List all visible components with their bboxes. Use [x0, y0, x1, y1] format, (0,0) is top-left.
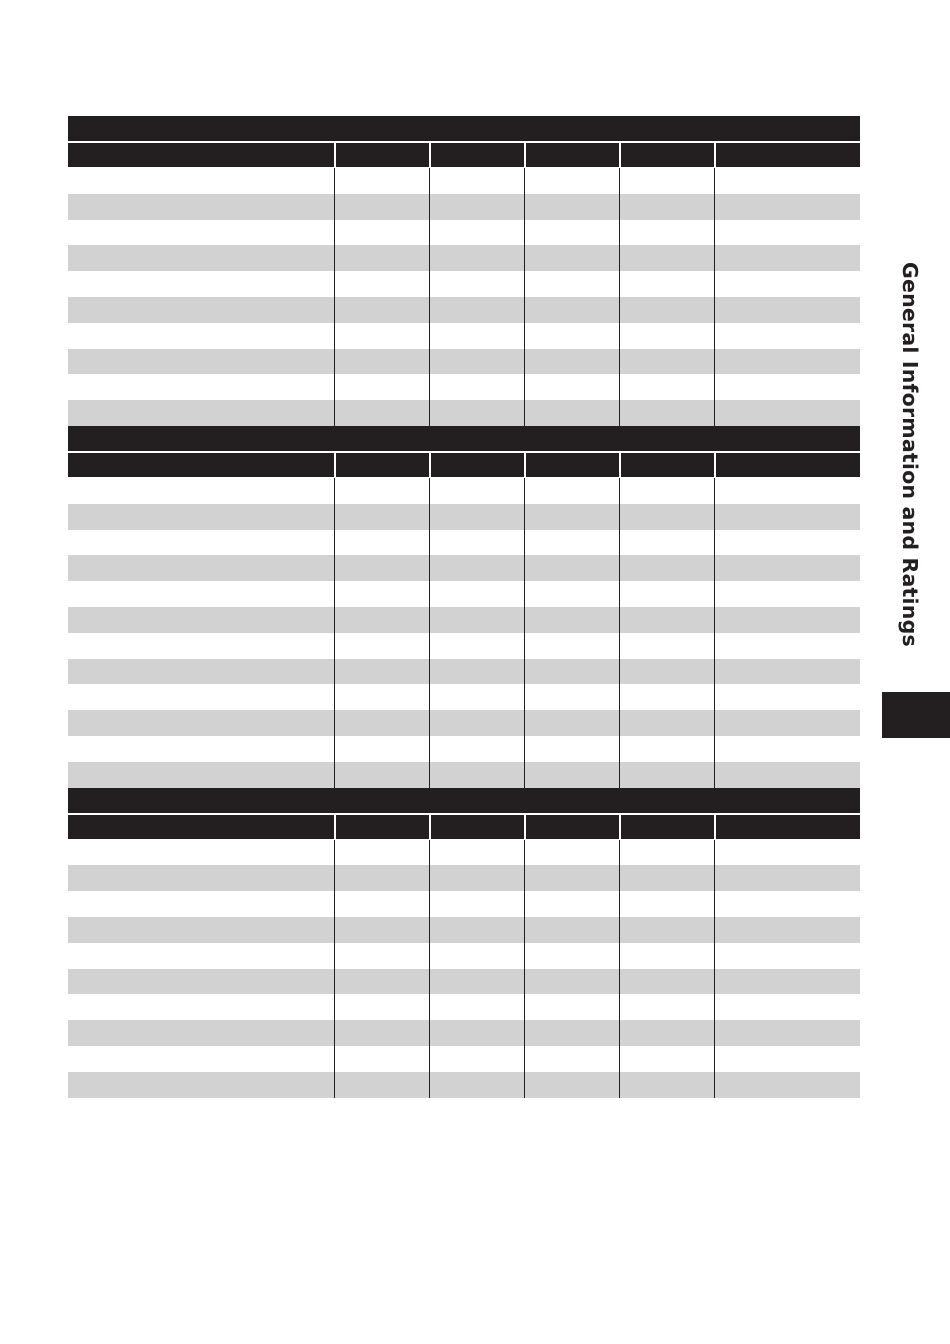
header-cell — [68, 143, 334, 167]
table-row — [68, 194, 860, 220]
table-row — [68, 633, 860, 659]
header-cell — [429, 815, 524, 839]
header-cell — [68, 815, 334, 839]
section-side-title: General Information and Ratings — [898, 262, 922, 647]
header-cell — [524, 453, 619, 477]
table-row — [68, 374, 860, 400]
table-row — [68, 400, 860, 426]
header-cell — [619, 815, 714, 839]
table-row — [68, 297, 860, 323]
table-row — [68, 994, 860, 1020]
header-cell — [429, 143, 524, 167]
table-1 — [68, 143, 860, 426]
header-cell — [524, 143, 619, 167]
table-row — [68, 555, 860, 581]
header-cell — [714, 143, 860, 167]
table-row — [68, 530, 860, 556]
table-row — [68, 607, 860, 633]
table-row — [68, 1072, 860, 1098]
table-header-row — [68, 143, 860, 167]
header-cell — [619, 143, 714, 167]
table-row — [68, 891, 860, 917]
header-cell — [334, 815, 429, 839]
table-row — [68, 840, 860, 866]
header-cell — [334, 453, 429, 477]
table-row — [68, 865, 860, 891]
table-row — [68, 710, 860, 736]
table-row — [68, 1020, 860, 1046]
table-row — [68, 581, 860, 607]
table-row — [68, 478, 860, 504]
table-row — [68, 220, 860, 246]
table-row — [68, 736, 860, 762]
table-row — [68, 168, 860, 194]
header-cell — [714, 453, 860, 477]
table-2-title-bar — [68, 426, 860, 451]
header-cell — [429, 453, 524, 477]
table-row — [68, 271, 860, 297]
table-row — [68, 659, 860, 685]
header-cell — [68, 453, 334, 477]
header-cell — [714, 815, 860, 839]
section-thumb-tab — [882, 692, 950, 738]
table-row — [68, 323, 860, 349]
table-header-row — [68, 815, 860, 839]
table-1-title-bar — [68, 116, 860, 141]
header-cell — [334, 143, 429, 167]
table-row — [68, 504, 860, 530]
table-row — [68, 969, 860, 995]
table-3 — [68, 815, 860, 1098]
ratings-tables — [68, 116, 860, 1098]
table-3-title-bar — [68, 788, 860, 813]
table-row — [68, 762, 860, 788]
table-header-row — [68, 453, 860, 477]
table-row — [68, 943, 860, 969]
table-row — [68, 245, 860, 271]
table-2 — [68, 453, 860, 788]
table-row — [68, 349, 860, 375]
header-cell — [524, 815, 619, 839]
table-row — [68, 684, 860, 710]
table-row — [68, 1046, 860, 1072]
table-row — [68, 917, 860, 943]
header-cell — [619, 453, 714, 477]
